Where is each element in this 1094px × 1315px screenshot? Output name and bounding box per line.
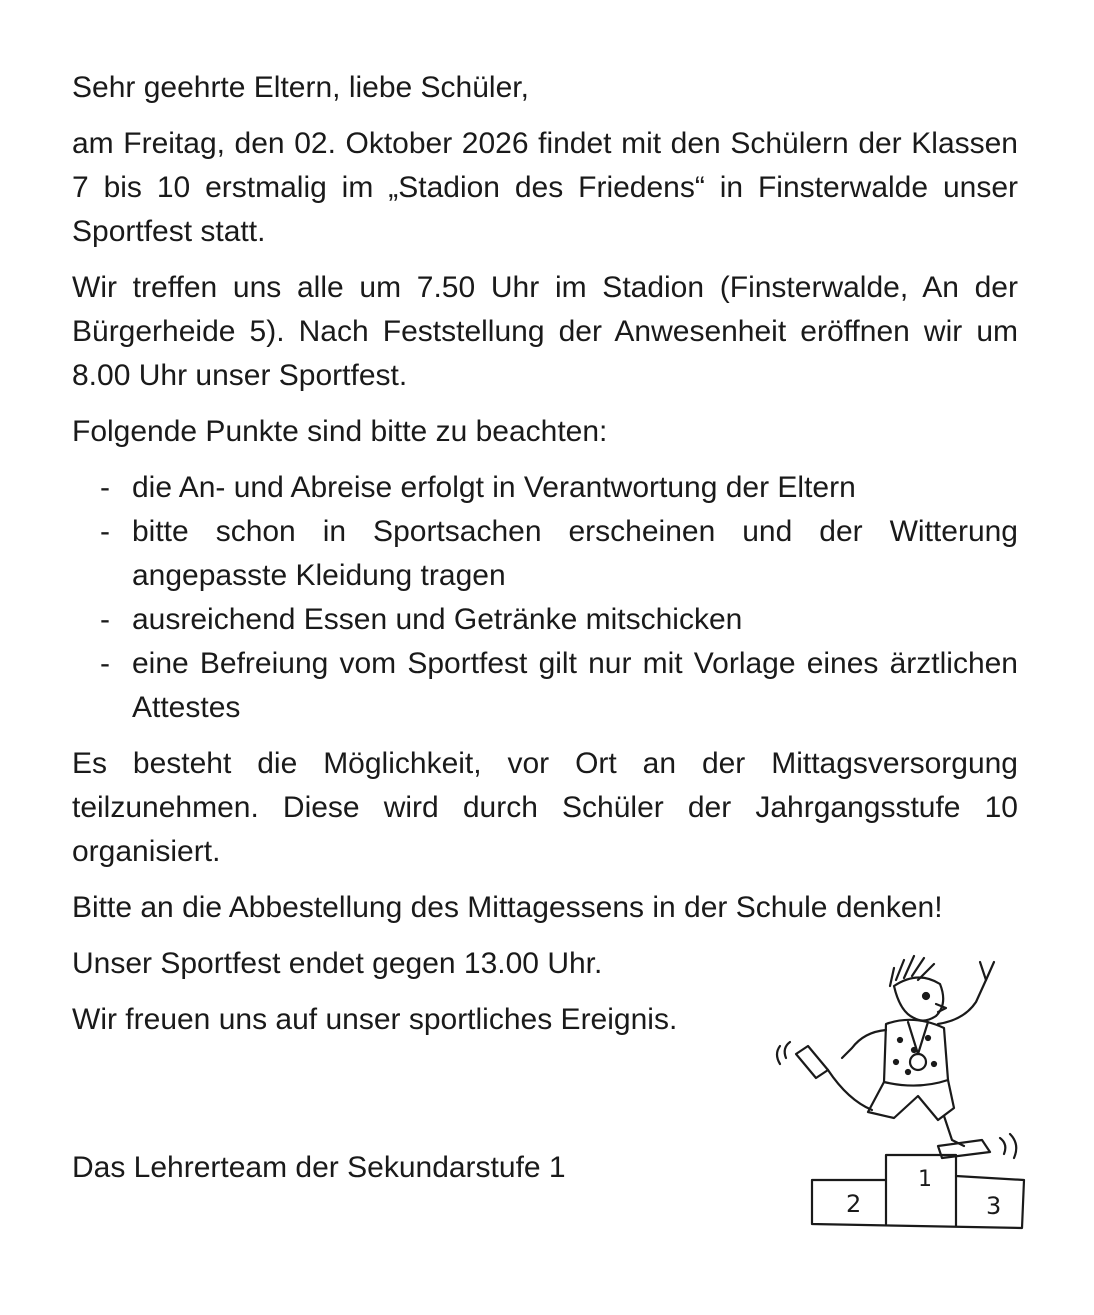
podium-label-2: 2: [846, 1190, 862, 1218]
list-item: - bitte schon in Sportsachen erscheinen und der Witterung angepasste Kleidung tragen: [72, 510, 1018, 598]
points-intro: Folgende Punkte sind bitte zu beachten:: [72, 415, 608, 448]
signature: Das Lehrerteam der Sekundarstufe 1: [72, 1151, 566, 1184]
paragraph-date-location: am Freitag, den 02. Oktober 2026 findet mit den Schülern der Klassen 7 bis 10 erstmalig im „Stadion des Friedens“ in Finsterwalde unser Sportfest statt.: [72, 127, 1018, 248]
bullet-dash: -: [100, 603, 110, 636]
runner-figure: [777, 956, 1016, 1158]
bullet-dash: -: [100, 647, 110, 680]
paragraph-meeting-time: Wir treffen uns alle um 7.50 Uhr im Stadion (Finsterwalde, An der Bürgerheide 5). Nach Feststellung der Anwesenheit eröffnen wir um 8.00 Uhr unser Sportfest.: [72, 271, 1018, 392]
paragraph-cancel-lunch: Bitte an die Abbestellung des Mittagessens in der Schule denken!: [72, 891, 943, 924]
athlete-on-podium-icon: [768, 950, 1038, 1240]
points-list: [72, 466, 1018, 730]
paragraph-closing: Wir freuen uns auf unser sportliches Ereignis.: [72, 1003, 678, 1036]
podium-label-3: 3: [986, 1192, 1002, 1220]
podium-label-1: 1: [918, 1167, 932, 1192]
list-item: - die An- und Abreise erfolgt in Verantwortung der Eltern: [72, 466, 1018, 510]
list-item: - ausreichend Essen und Getränke mitschicken: [72, 598, 1018, 642]
paragraph-lunch: Es besteht die Möglichkeit, vor Ort an der Mittagsversorgung teilzunehmen. Diese wird durch Schüler der Jahrgangsstufe 10 organisiert.: [72, 747, 1018, 868]
list-item: - eine Befreiung vom Sportfest gilt nur mit Vorlage eines ärztlichen Attestes: [72, 642, 1018, 730]
greeting: Sehr geehrte Eltern, liebe Schüler,: [72, 71, 529, 104]
podium-icon: [812, 1155, 1024, 1228]
bullet-dash: -: [100, 471, 110, 504]
paragraph-end-time: Unser Sportfest endet gegen 13.00 Uhr.: [72, 947, 603, 980]
letter-body: [72, 66, 1018, 1054]
bullet-dash: -: [100, 515, 110, 548]
